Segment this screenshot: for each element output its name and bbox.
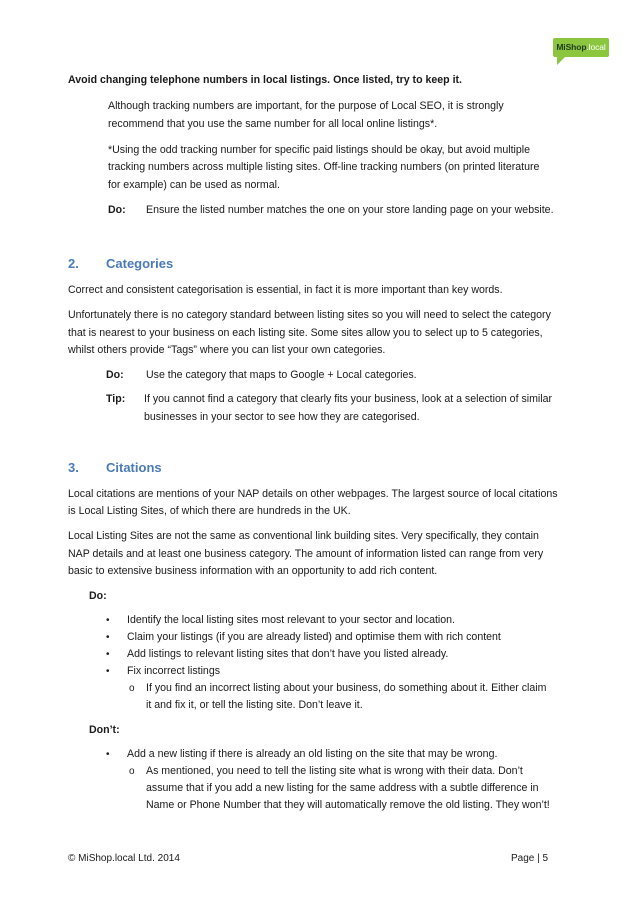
intro-p2-line3: for example) can be used as normal. — [108, 179, 280, 191]
sub-bullet-icon: o — [129, 683, 135, 694]
section2-tip-line2: businesses in your sector to see how they are categorised. — [144, 411, 420, 423]
dont-sub-line1: As mentioned, you need to tell the listing site what is wrong with their data. Don’t — [146, 765, 523, 777]
section2-title: Categories — [106, 256, 174, 271]
logo-text-mi: Mi — [556, 42, 566, 52]
section2-do-label: Do: — [106, 369, 124, 381]
do-item-3: Add listings to relevant listing sites that don’t have you listed already. — [127, 648, 449, 660]
logo-text-local: .local — [586, 42, 606, 52]
section2-p2-line1: Unfortunately there is no category standard between listing sites so you will need to select the category — [68, 309, 551, 321]
dont-sub-line2: assume that if you add a new listing for the same address with a subtle difference in — [146, 782, 539, 794]
section2-number: 2. — [68, 256, 79, 271]
section3-p2-line3: basic to extensive business information with an opportunity to add rich content. — [68, 565, 438, 577]
section3-number: 3. — [68, 460, 79, 475]
section3-p2-line2: NAP details and at least one business category. The amount of information listed can range from very — [68, 548, 544, 560]
section2-do-text: Use the category that maps to Google + Local categories. — [146, 369, 417, 381]
section2-p1: Correct and consistent categorisation is essential, in fact it is more important than key words. — [68, 284, 503, 296]
do-item-2: Claim your listings (if you are already listed) and optimise them with rich content — [127, 631, 501, 643]
section2-tip-line1: If you cannot find a category that clearly fits your business, look at a selection of similar — [144, 393, 553, 405]
bullet-icon: • — [106, 615, 110, 626]
section3-dont-label: Don’t: — [89, 724, 120, 736]
section2-tip-label: Tip: — [106, 393, 126, 405]
intro-p1-line1: Although tracking numbers are important, for the purpose of Local SEO, it is strongly — [108, 100, 504, 112]
dont-item-1: Add a new listing if there is already an old listing on the site that may be wrong. — [127, 748, 498, 760]
intro-p1-line2: recommend that you use the same number for all local online listings*. — [108, 118, 438, 130]
section3-p2-line1: Local Listing Sites are not the same as conventional link building sites. Very specifically, they contain — [68, 530, 539, 542]
intro-p2-line1: *Using the odd tracking number for specific paid listings should be okay, but avoid multiple — [108, 144, 531, 156]
logo-badge — [553, 38, 609, 57]
section3-p1-line2: is Local Listing Sites, of which there are hundreds in the UK. — [68, 505, 351, 517]
mishop-logo — [553, 38, 609, 66]
footer-copyright: © MiShop.local Ltd. 2014 — [68, 853, 180, 864]
do-sub-line2: it and fix it, or tell the listing site. Don’t leave it. — [146, 699, 363, 711]
section3-title: Citations — [106, 460, 162, 475]
section2-p2-line2: that is nearest to your business on each listing site. Some sites allow you to select up to 5 categories, — [68, 327, 543, 339]
bullet-icon: • — [106, 632, 110, 643]
dont-sub-line3: Name or Phone Number that they will automatically remove the old listing. They won’t! — [146, 799, 550, 811]
section2-p2-line3: whilst others provide “Tags” where you can list your own categories. — [68, 344, 386, 356]
intro-do-label: Do: — [108, 204, 126, 216]
sub-bullet-icon: o — [129, 766, 135, 777]
logo-text-shop: Shop — [565, 42, 587, 52]
section3-do-label: Do: — [89, 590, 107, 602]
do-sub-line1: If you find an incorrect listing about your business, do something about it. Either claim — [146, 682, 547, 694]
bullet-icon: • — [106, 666, 110, 677]
do-item-4: Fix incorrect listings — [127, 665, 221, 677]
intro-heading: Avoid changing telephone numbers in local listings. Once listed, try to keep it. — [68, 74, 462, 86]
do-item-1: Identify the local listing sites most relevant to your sector and location. — [127, 614, 455, 626]
logo-speech-tail — [557, 56, 566, 65]
intro-p2-line2: tracking numbers across multiple listing sites. Off-line tracking numbers (on printed literature — [108, 161, 540, 173]
intro-do-text: Ensure the listed number matches the one on your store landing page on your website. — [146, 204, 554, 216]
footer-page-number: Page | 5 — [511, 853, 549, 864]
bullet-icon: • — [106, 749, 110, 760]
section3-p1-line1: Local citations are mentions of your NAP details on other webpages. The largest source of local citations — [68, 488, 558, 500]
bullet-icon: • — [106, 649, 110, 660]
